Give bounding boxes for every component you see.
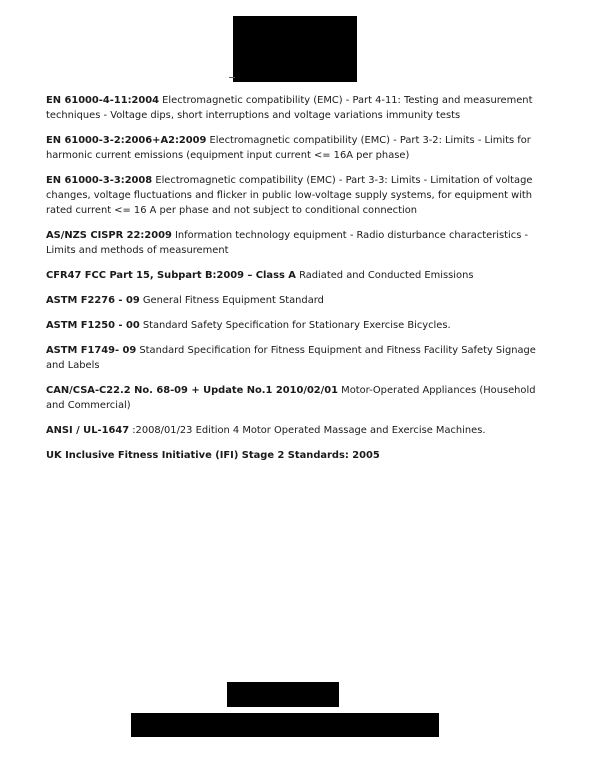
standard-description: Information technology equipment - Radio disturbance characteristics - Limits and methods of measurement [46,230,529,256]
standards-list [46,93,546,473]
standard-description: Electromagnetic compatibility (EMC) - Part 3-2: Limits - Limits for harmonic current emissions (equipment input current <= 16A per phase) [46,135,531,161]
standard-code: UK Inclusive Fitness Initiative (IFI) Stage 2 Standards: 2005 [46,450,380,461]
standard-code: EN 61000-3-3:2008 [46,175,153,186]
standard-code: ASTM F1250 - 00 [46,320,140,331]
standard-description: Electromagnetic compatibility (EMC) - Part 4-11: Testing and measurement techniques - Voltage dips, short interruptions and voltage variations immunity tests [46,95,533,121]
standard-code: CFR47 FCC Part 15, Subpart B:2009 – Class A [46,270,296,281]
standard-entry [46,228,546,258]
standard-code: AS/NZS CISPR 22:2009 [46,230,172,241]
standard-entry [46,93,546,123]
standard-description: Motor-Operated Appliances (Household and Commercial) [46,385,536,411]
standard-code: ASTM F1749- 09 [46,345,137,356]
redacted-header-block [233,16,357,82]
standard-entry [46,448,546,463]
standard-code: EN 61000-3-2:2006+A2:2009 [46,135,207,146]
standard-description: Electromagnetic compatibility (EMC) - Part 3-3: Limits - Limitation of voltage changes, voltage fluctuations and flicker in public low-voltage supply systems, for equipment with rated current <= 16 A per phase and not subject to conditional connection [46,175,533,216]
standard-entry [46,343,546,373]
standard-description: Radiated and Conducted Emissions [295,270,474,281]
standard-entry [46,423,546,438]
standard-entry [46,383,546,413]
standard-description: :2008/01/23 Edition 4 Motor Operated Massage and Exercise Machines. [129,425,486,436]
standard-description: General Fitness Equipment Standard [139,295,324,306]
standard-code: CAN/CSA-C22.2 No. 68-09 + Update No.1 2010/02/01 [46,385,339,396]
standard-entry [46,133,546,163]
standard-description: Standard Specification for Fitness Equipment and Fitness Facility Safety Signage and Labels [46,345,536,371]
redacted-signature-block [227,682,339,707]
standard-code: EN 61000-4-11:2004 [46,95,160,106]
standard-code: ASTM F2276 - 09 [46,295,140,306]
standard-code: ANSI / UL-1647 [46,425,130,436]
standard-entry [46,318,546,333]
standard-entry [46,293,546,308]
standard-description: Standard Safety Specification for Stationary Exercise Bicycles. [139,320,451,331]
standard-entry [46,173,546,218]
header-underline-fragment [229,77,235,78]
standard-entry [46,268,546,283]
redacted-footer-block [131,713,439,737]
